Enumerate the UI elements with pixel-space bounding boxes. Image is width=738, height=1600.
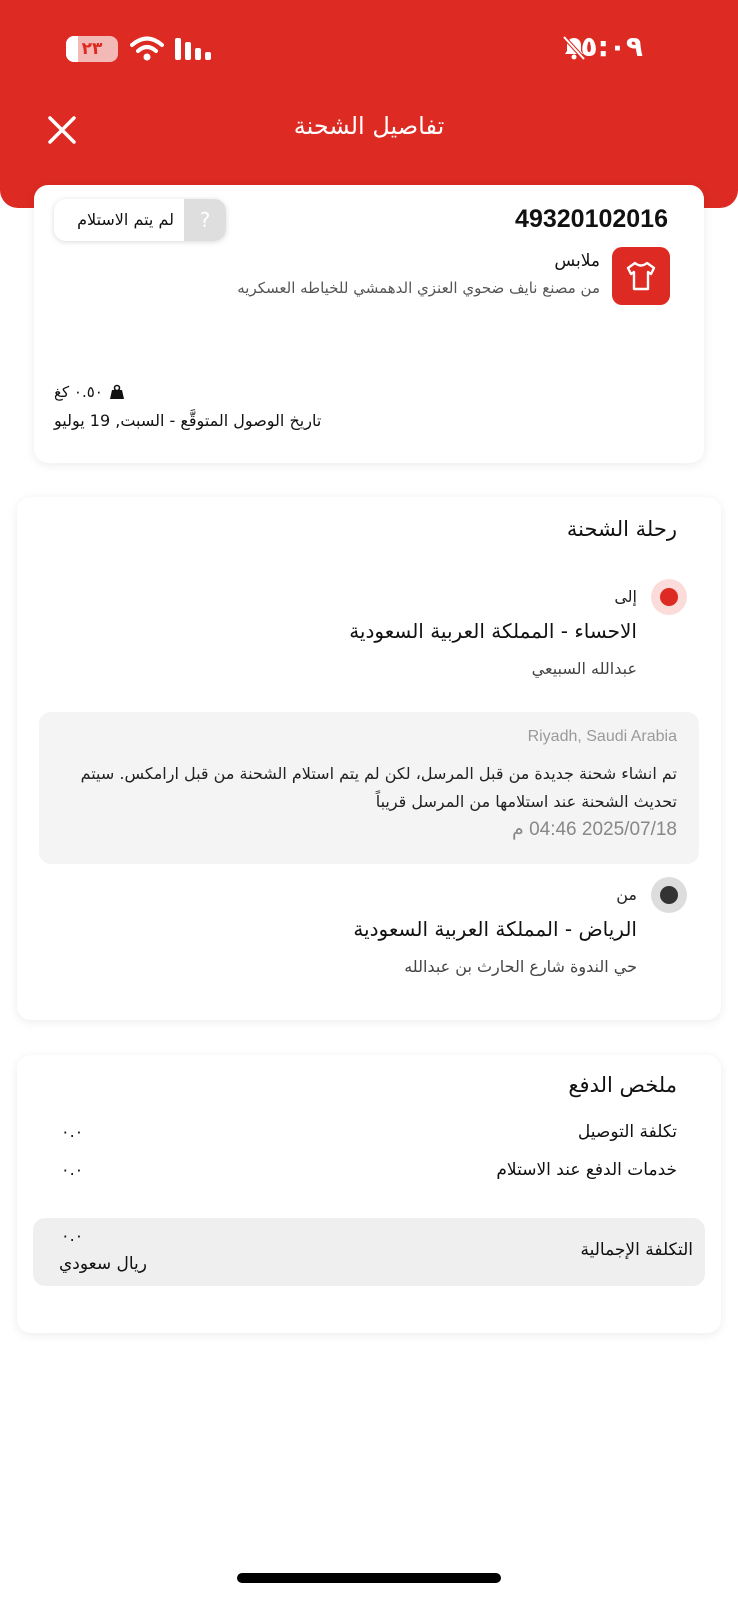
currency-label: ريال سعودي: [59, 1254, 147, 1274]
total-row: [33, 1218, 705, 1286]
from-city: الرياض - المملكة العربية السعودية: [353, 917, 637, 941]
journey-title: رحلة الشحنة: [566, 517, 677, 541]
home-indicator[interactable]: [237, 1573, 501, 1583]
journey-card: [17, 497, 721, 1020]
status-time: ٥:٠٩: [580, 30, 643, 63]
sender-line: من مصنع نايف ضحوي العنزي الدهمشي للخياطه العسكريه: [237, 279, 600, 297]
wifi-icon: [130, 36, 164, 62]
delivery-cost-value: ٠.٠: [61, 1122, 84, 1141]
status-badge[interactable]: [54, 199, 226, 241]
tracking-number: 49320102016: [515, 205, 668, 233]
total-label: التكلفة الإجمالية: [580, 1240, 693, 1260]
item-name: ملابس: [554, 251, 600, 271]
tshirt-icon: [624, 259, 658, 293]
cod-label: خدمات الدفع عند الاستلام: [496, 1160, 677, 1180]
tracking-update: [39, 712, 699, 864]
update-message: تم انشاء شحنة جديدة من قبل المرسل، لكن لم يتم استلام الشحنة من قبل ارامكس. سيتم تحديث الشحنة عند استلامها من المرسل قريباً: [80, 764, 677, 811]
payment-card: [17, 1055, 721, 1333]
status-bar: [0, 0, 738, 100]
weight-value: ٠.٥٠ كغ: [54, 383, 103, 401]
to-label: إلى: [614, 587, 637, 606]
question-icon: ?: [184, 199, 226, 241]
recipient-name: عبدالله السبيعي: [531, 659, 637, 678]
total-value: ٠.٠: [61, 1226, 84, 1245]
weight-row: [54, 383, 125, 401]
status-label: لم يتم الاستلام: [77, 210, 174, 229]
delivery-cost-label: تكلفة التوصيل: [577, 1122, 677, 1142]
weight-icon: [109, 384, 125, 400]
update-location: Riyadh, Saudi Arabia: [527, 728, 677, 745]
origin-dot: [651, 877, 687, 913]
page-title: تفاصيل الشحنة: [293, 112, 445, 140]
to-city: الاحساء - المملكة العربية السعودية: [349, 619, 637, 643]
from-label: من: [616, 885, 637, 904]
battery-icon: [66, 36, 118, 62]
signal-icon: [175, 36, 215, 62]
origin-address: حي الندوة شارع الحارث بن عبدالله: [404, 957, 637, 976]
cod-value: ٠.٠: [61, 1160, 84, 1179]
payment-title: ملخص الدفع: [568, 1073, 677, 1097]
shipment-card[interactable]: [34, 185, 704, 463]
update-time: 2025/07/18 04:46 م: [512, 819, 677, 840]
destination-dot: [651, 579, 687, 615]
battery-level: ٢٣: [81, 39, 103, 59]
item-icon-box: [612, 247, 670, 305]
eta-text: تاريخ الوصول المتوقَّع - السبت, 19 يوليو: [54, 411, 322, 430]
mute-bell-icon: [560, 34, 588, 62]
